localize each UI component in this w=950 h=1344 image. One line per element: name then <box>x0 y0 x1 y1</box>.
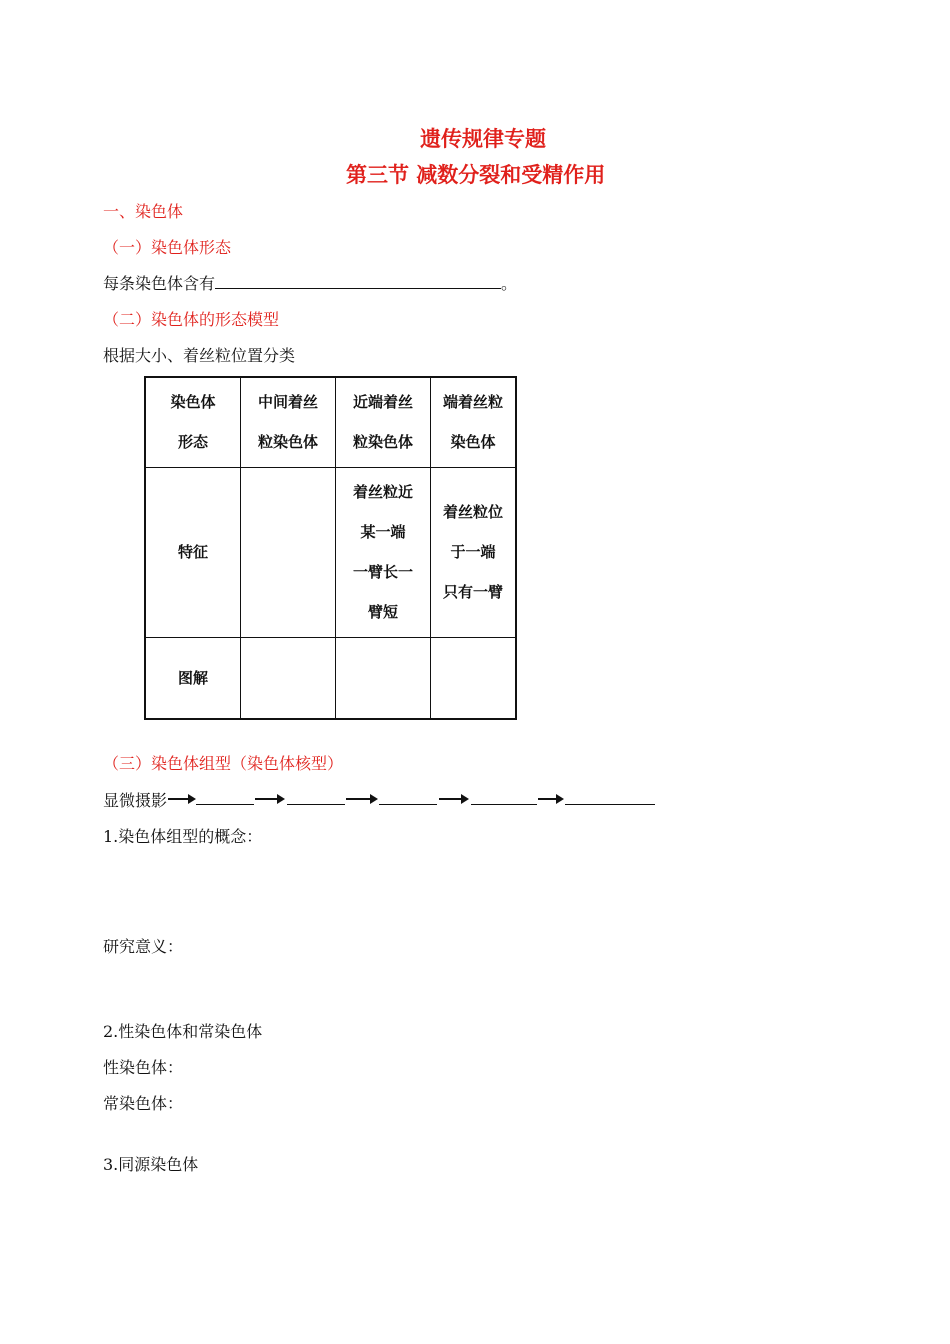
arrow-icon <box>439 793 469 805</box>
header-cell: 中间着丝 粒染色体 <box>241 377 336 467</box>
arrow-icon <box>346 793 378 805</box>
flow-start-label: 显微摄影 <box>103 791 168 810</box>
table-row-diagram <box>145 637 516 719</box>
item-homologous: 3.同源染色体 <box>103 1155 199 1174</box>
table-cell-empty[interactable] <box>241 637 336 719</box>
table-cell-empty[interactable] <box>336 637 431 719</box>
subsection-heading-model: （二）染色体的形态模型 <box>103 310 280 329</box>
flow-blank-3[interactable] <box>379 790 437 805</box>
row-label-feature: 特征 <box>145 467 241 637</box>
section-heading-chromosome: 一、染色体 <box>103 202 184 221</box>
flow-blank-2[interactable] <box>287 790 345 805</box>
arrow-icon <box>255 793 285 805</box>
table-cell-empty[interactable] <box>431 637 517 719</box>
header-cell: 染色体 形态 <box>145 377 241 467</box>
item-sex-autosome: 2.性染色体和常染色体 <box>103 1022 263 1041</box>
classification-note: 根据大小、着丝粒位置分类 <box>103 346 296 365</box>
table-header-row <box>145 377 516 467</box>
table-cell: 着丝粒位 于一端 只有一臂 <box>431 467 517 637</box>
header-cell: 端着丝粒 染色体 <box>431 377 517 467</box>
flow-blank-5[interactable] <box>565 790 655 805</box>
answer-blank-1[interactable] <box>215 274 501 289</box>
subsection-heading-karyotype: （三）染色体组型（染色体核型） <box>103 754 344 773</box>
fill-line-1-prefix: 每条染色体含有 <box>103 274 216 293</box>
subsection-heading-morphology: （一）染色体形态 <box>103 238 232 257</box>
header-cell: 近端着丝 粒染色体 <box>336 377 431 467</box>
fill-line-1-suffix: 。 <box>501 274 518 293</box>
flow-blank-1[interactable] <box>196 790 254 805</box>
table-cell-empty[interactable] <box>241 467 336 637</box>
table-cell: 着丝粒近 某一端 一臂长一 臂短 <box>336 467 431 637</box>
sex-chromosome-label: 性染色体： <box>103 1058 184 1077</box>
doc-title: 遗传规律专题 <box>420 127 546 151</box>
autosome-label: 常染色体： <box>103 1094 184 1113</box>
row-label-diagram: 图解 <box>145 637 241 719</box>
item-karyotype-concept: 1.染色体组型的概念： <box>103 827 263 846</box>
doc-subtitle: 第三节 减数分裂和受精作用 <box>346 163 606 187</box>
table-row-feature <box>145 467 516 637</box>
flow-blank-4[interactable] <box>471 790 537 805</box>
research-significance: 研究意义： <box>103 937 184 956</box>
arrow-icon <box>168 793 196 805</box>
chromosome-table <box>144 376 517 720</box>
arrow-icon <box>538 793 564 805</box>
fill-line-1 <box>103 271 517 294</box>
